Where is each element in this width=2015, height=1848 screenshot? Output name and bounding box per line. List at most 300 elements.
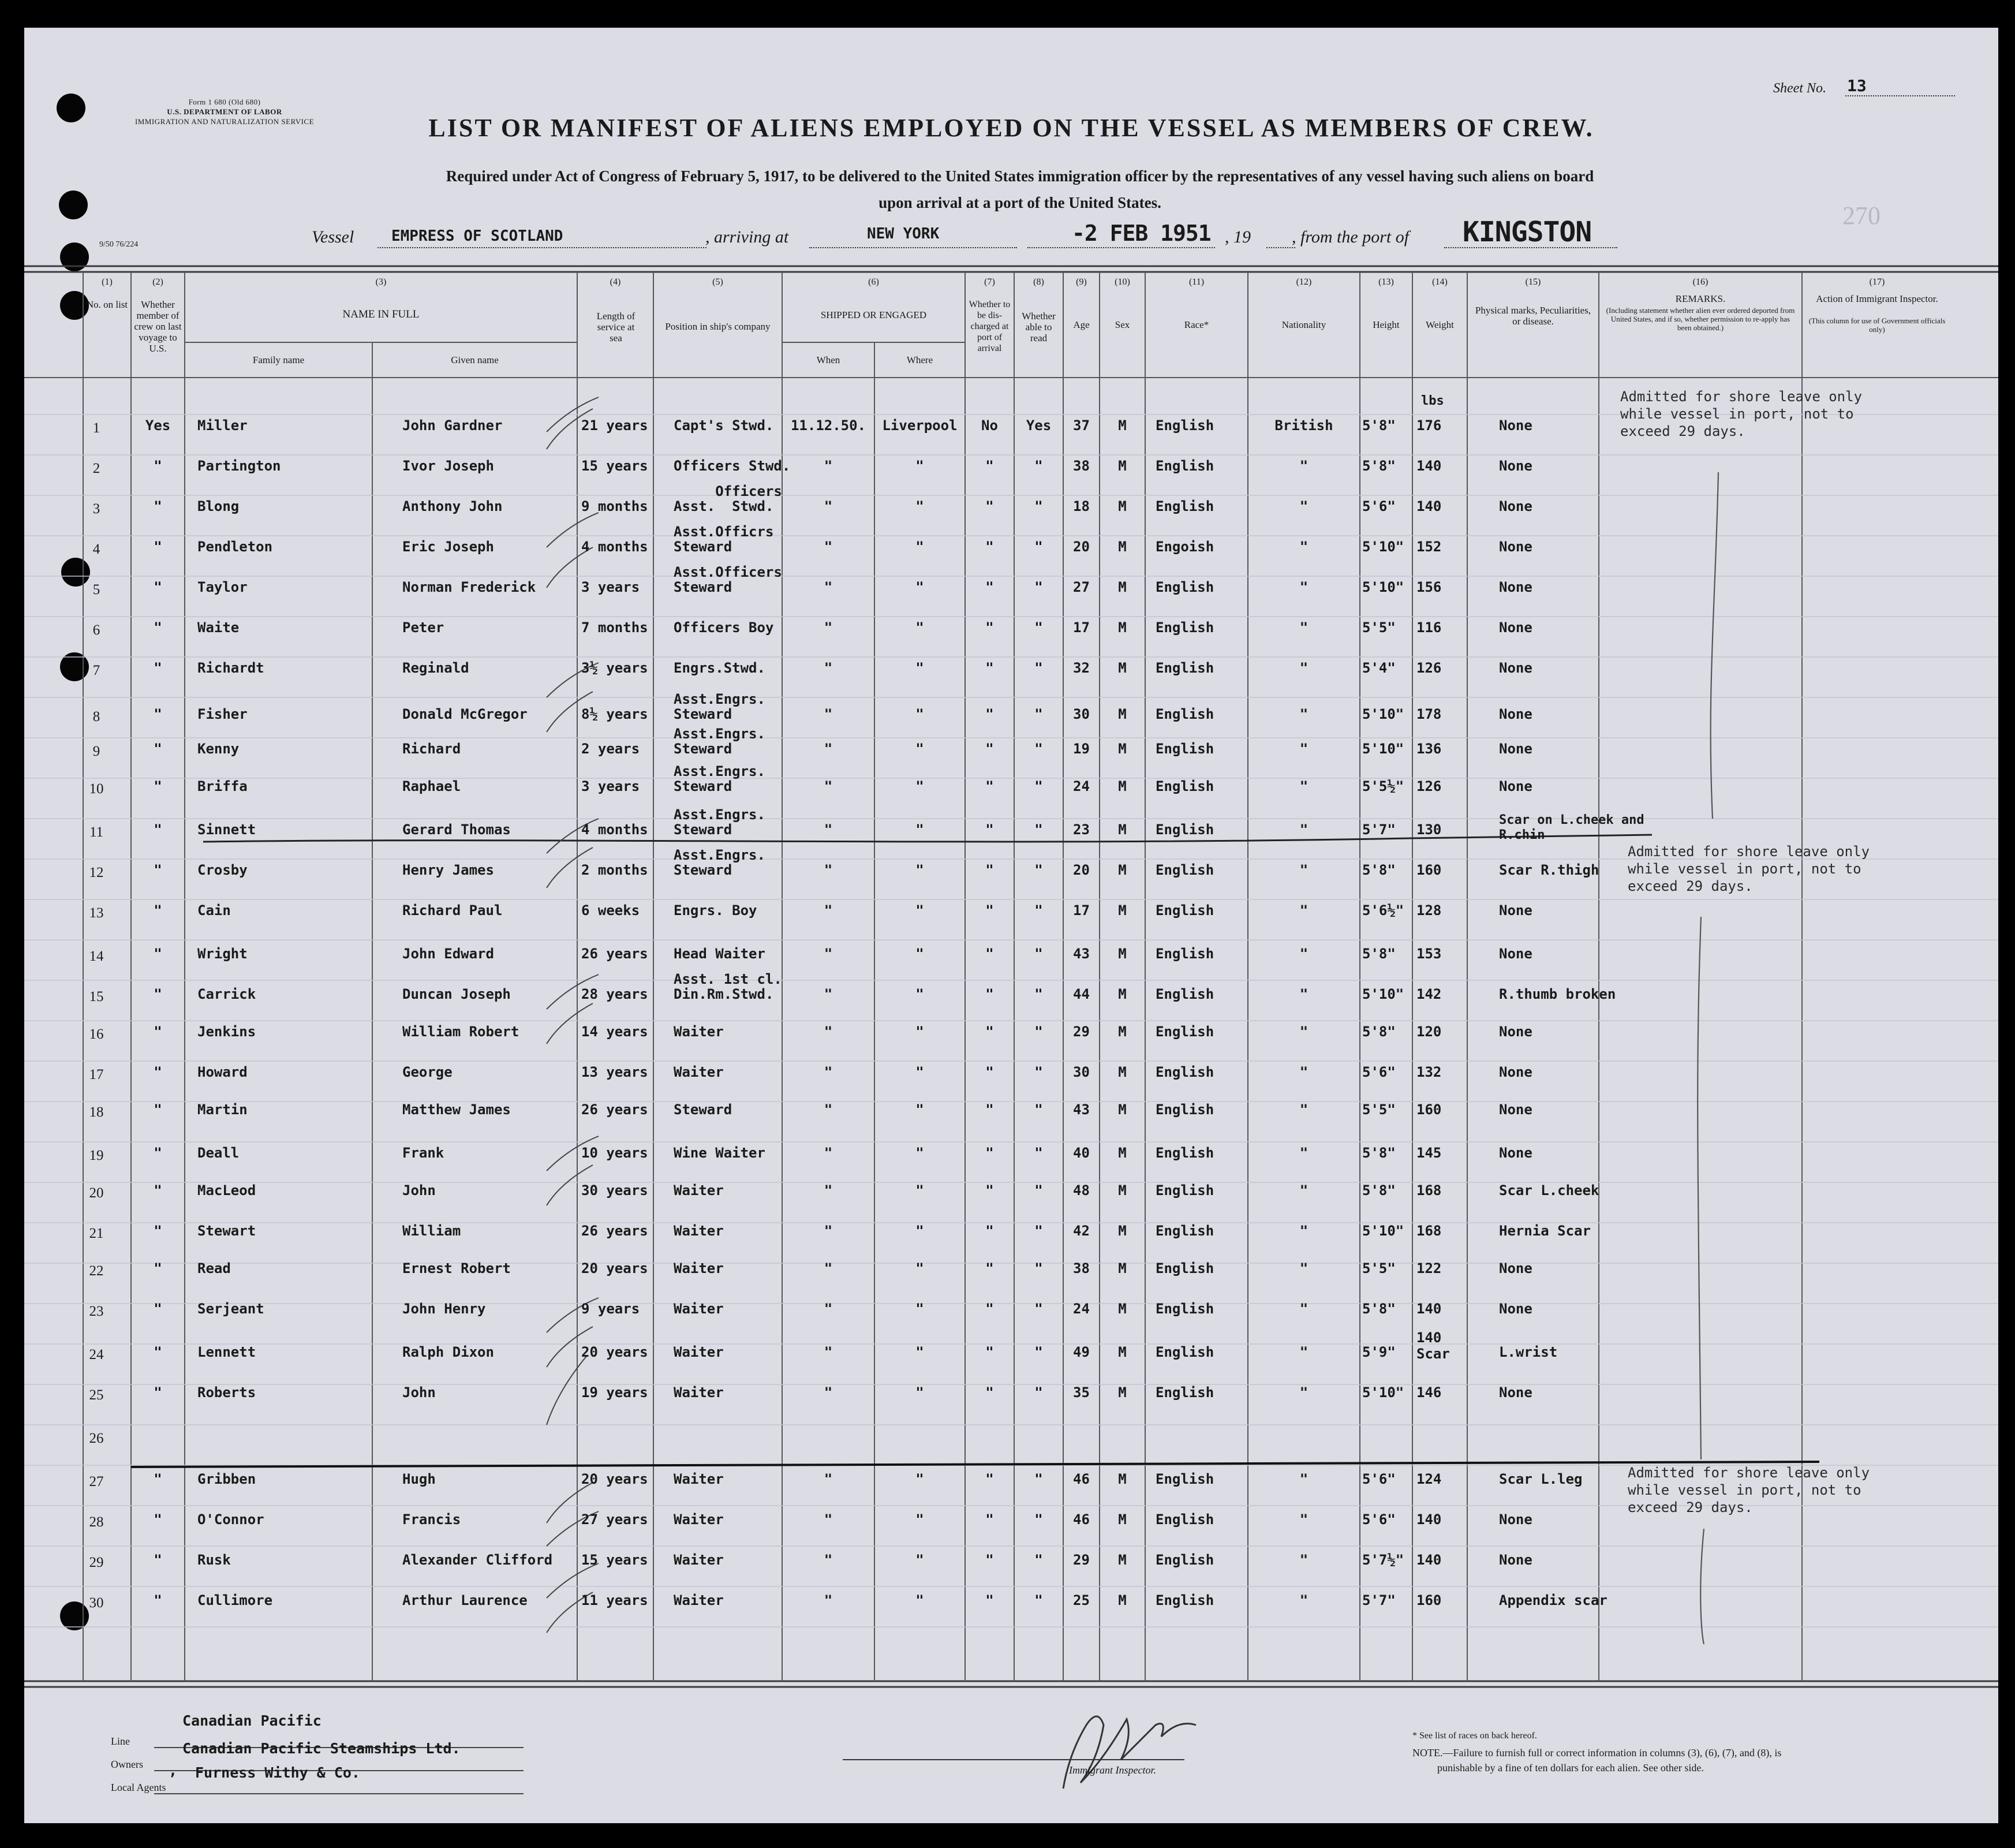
cell-race: English [1156, 417, 1214, 434]
cell-nat: " [1299, 1064, 1309, 1080]
cell-height: 5'8" [1362, 1024, 1396, 1040]
cell-age: 17 [1073, 619, 1090, 636]
line-label: Line [111, 1735, 130, 1747]
cell-position [674, 1593, 724, 1608]
position-line: Waiter [674, 1471, 724, 1487]
cell-height: 5'5½" [1362, 778, 1404, 794]
row-number: 13 [89, 905, 104, 921]
cell-age: 49 [1073, 1344, 1090, 1360]
cell-given: Duncan Joseph [402, 986, 511, 1002]
position-line: Steward [674, 778, 732, 794]
position-line: Steward [674, 862, 732, 878]
cell-marks: None [1499, 946, 1532, 962]
cell-weight: 152 [1416, 539, 1442, 555]
cell-age: 17 [1073, 902, 1090, 919]
cell-marks: None [1499, 660, 1532, 676]
row-number: 26 [89, 1431, 104, 1446]
col-num-11: (11) [1188, 277, 1205, 287]
cell-read: " [1034, 1102, 1043, 1118]
row-number: 4 [92, 542, 100, 557]
cell-sex: M [1118, 1260, 1127, 1276]
cell-last: " [154, 1223, 162, 1239]
cell-marks: Scar L.leg [1499, 1471, 1583, 1487]
header-nationality: Nationality [1281, 319, 1326, 330]
cell-sex: M [1118, 1064, 1127, 1080]
cell-service: 28 years [581, 986, 648, 1002]
cell-weight: 145 [1416, 1145, 1442, 1161]
cell-last: " [154, 902, 162, 919]
cell-last: " [154, 1182, 162, 1199]
cell-service: 20 years [581, 1260, 648, 1276]
cell-disch: " [985, 1145, 994, 1161]
cell-marks: None [1499, 706, 1532, 722]
cell-nat: " [1299, 1511, 1309, 1528]
cell-sex: M [1118, 1552, 1127, 1568]
cell-weight: 136 [1416, 741, 1442, 757]
cell-height: 5'8" [1362, 862, 1396, 878]
cell-position [674, 1065, 724, 1080]
position-line: Waiter [674, 1223, 724, 1239]
cell-height: 5'5" [1362, 619, 1396, 636]
cell-nat: " [1299, 660, 1309, 676]
cell-where: " [915, 1511, 924, 1528]
cell-when: " [824, 946, 833, 962]
form-number: Form 1 680 (Old 680) [188, 98, 261, 106]
cell-service: 15 years [581, 458, 648, 474]
cell-age: 43 [1073, 1102, 1090, 1118]
cell-sex: M [1118, 706, 1127, 722]
cell-position [674, 660, 765, 675]
cell-sex: M [1118, 1301, 1127, 1317]
cell-when: " [824, 778, 833, 794]
cell-race: English [1156, 1102, 1214, 1118]
cell-height: 5'6" [1362, 1471, 1396, 1487]
row-number: 8 [92, 709, 100, 725]
cell-nat: " [1299, 498, 1309, 514]
cell-age: 48 [1073, 1182, 1090, 1199]
cell-sex: M [1118, 1592, 1127, 1608]
cell-where: " [915, 579, 924, 595]
cell-sex: M [1118, 579, 1127, 595]
cell-height: 5'10" [1362, 986, 1404, 1002]
cell-when: 11.12.50. [790, 417, 866, 434]
cell-given: William [402, 1223, 461, 1239]
cell-last: " [154, 741, 162, 757]
cell-weight: 160 [1416, 862, 1442, 878]
cell-family: Howard [197, 1064, 248, 1080]
cell-where: " [915, 1223, 924, 1239]
cell-marks: Scar on L.cheek and R.chin [1499, 813, 1644, 842]
remark-line: exceed 29 days. [1620, 423, 1745, 439]
cell-where: " [915, 1552, 924, 1568]
header-discharged: Whether to be dis-charged at port of arrival [969, 300, 1011, 353]
cell-disch: " [985, 706, 994, 722]
cell-read: " [1034, 1260, 1043, 1276]
agents-rule [154, 1793, 524, 1794]
cell-position [674, 565, 782, 595]
cell-read: " [1034, 1301, 1043, 1317]
cell-read: " [1034, 1223, 1043, 1239]
departure-port: KINGSTON [1463, 216, 1592, 248]
header-given-name: Given name [451, 354, 499, 365]
cell-when: " [824, 1471, 833, 1487]
cell-read: " [1034, 741, 1043, 757]
cell-last: " [154, 498, 162, 514]
row-number: 19 [89, 1148, 104, 1163]
cell-weight: 140 Scar [1416, 1330, 1450, 1362]
cell-when: " [824, 1145, 833, 1161]
cell-when: " [824, 619, 833, 636]
cell-family: MacLeod [197, 1182, 256, 1199]
cell-nat: " [1299, 619, 1309, 636]
cell-sex: M [1118, 1223, 1127, 1239]
cell-sex: M [1118, 986, 1127, 1002]
cell-last: " [154, 1471, 162, 1487]
cell-last: " [154, 986, 162, 1002]
cell-where: " [915, 1064, 924, 1080]
cell-given: Hugh [402, 1471, 436, 1487]
cell-weight: 124 [1416, 1471, 1442, 1487]
cell-when: " [824, 539, 833, 555]
cell-nat: " [1299, 1223, 1309, 1239]
cell-disch: " [985, 579, 994, 595]
cell-marks: L.wrist [1499, 1344, 1558, 1360]
cell-where: " [915, 1145, 924, 1161]
cell-service: 20 years [581, 1471, 648, 1487]
cell-when: " [824, 660, 833, 676]
cell-family: Jenkins [197, 1024, 256, 1040]
row-number: 16 [89, 1026, 104, 1042]
cell-when: " [824, 1024, 833, 1040]
cell-position [674, 524, 773, 554]
cell-last: " [154, 1552, 162, 1568]
arrival-port: NEW YORK [867, 225, 940, 242]
cell-given: John [402, 1182, 436, 1199]
col-num-1: (1) [102, 277, 113, 287]
cell-position [674, 1145, 765, 1160]
remark-line: while vessel in port, not to [1628, 861, 1861, 877]
cell-race: English [1156, 1552, 1214, 1568]
cell-race: Engoish [1156, 539, 1214, 555]
cell-where: " [915, 1471, 924, 1487]
cell-sex: M [1118, 902, 1127, 919]
position-line: Wine Waiter [674, 1145, 765, 1161]
cell-age: 35 [1073, 1384, 1090, 1401]
cell-race: English [1156, 1592, 1214, 1608]
cell-nat: " [1299, 946, 1309, 962]
arriving-label: , arriving at [705, 227, 789, 247]
cell-age: 46 [1073, 1471, 1090, 1487]
col-num-5: (5) [712, 277, 723, 287]
header-action: Action of Immigrant Inspector. [1816, 293, 1938, 304]
cell-given: Henry James [402, 862, 494, 878]
position-line: Steward [674, 706, 732, 722]
remark-line: Admitted for shore leave only [1628, 843, 1870, 860]
cell-weight: 130 [1416, 822, 1442, 838]
position-line: Waiter [674, 1024, 724, 1040]
cell-family: Deall [197, 1145, 240, 1161]
cell-age: 27 [1073, 579, 1090, 595]
position-line: Asst. 1st cl. [674, 971, 782, 987]
cell-weight: 116 [1416, 619, 1442, 636]
cell-given: Richard Paul [402, 902, 503, 919]
cell-when: " [824, 1592, 833, 1608]
cell-marks: None [1499, 1511, 1532, 1528]
cell-given: Ivor Joseph [402, 458, 494, 474]
cell-disch: " [985, 1592, 994, 1608]
cell-read: " [1034, 1182, 1043, 1199]
cell-disch: " [985, 1552, 994, 1568]
cell-height: 5'8" [1362, 1301, 1396, 1317]
cell-service: 11 years [581, 1592, 648, 1608]
cell-read: " [1034, 862, 1043, 878]
cell-service: 3 years [581, 579, 640, 595]
remark-line: Admitted for shore leave only [1620, 389, 1863, 405]
cell-weight: 153 [1416, 946, 1442, 962]
cell-read: " [1034, 778, 1043, 794]
cell-given: Richard [402, 741, 461, 757]
cell-marks: None [1499, 1024, 1532, 1040]
cell-family: Pendleton [197, 539, 273, 555]
cell-given: Reginald [402, 660, 469, 676]
cell-disch: " [985, 741, 994, 757]
cell-sex: M [1118, 1182, 1127, 1199]
cell-given: William Robert [402, 1024, 519, 1040]
cell-where: " [915, 946, 924, 962]
inspector-label: Immigrant Inspector. [1069, 1764, 1156, 1776]
header-shipped: SHIPPED OR ENGAGED [820, 309, 927, 320]
vessel-label: Vessel [312, 227, 354, 247]
cell-when: " [824, 1301, 833, 1317]
cell-age: 20 [1073, 539, 1090, 555]
cell-where: " [915, 706, 924, 722]
cell-family: Blong [197, 498, 240, 514]
cell-age: 23 [1073, 822, 1090, 838]
cell-last: " [154, 1301, 162, 1317]
row-number: 27 [89, 1474, 104, 1489]
position-line: Waiter [674, 1592, 724, 1608]
cell-family: Serjeant [197, 1301, 264, 1317]
cell-where: " [915, 862, 924, 878]
cell-last: " [154, 539, 162, 555]
remark-3 [1628, 1464, 1870, 1516]
cell-weight: 128 [1416, 902, 1442, 919]
cell-weight: 160 [1416, 1102, 1442, 1118]
position-line: Asst.Officrs [674, 524, 774, 540]
cell-marks: None [1499, 619, 1532, 636]
subtitle-line-1: Required under Act of Congress of February 5, 1917, to be delivered to the United States immigration officer by the representatives of any vessel having such aliens on board [446, 167, 1594, 185]
cell-sex: M [1118, 619, 1127, 636]
cell-weight: 146 [1416, 1384, 1442, 1401]
cell-nat: " [1299, 902, 1309, 919]
position-line: Steward [674, 1102, 732, 1118]
cell-family: Rusk [197, 1552, 231, 1568]
cell-sex: M [1118, 741, 1127, 757]
position-line: Steward [674, 741, 732, 757]
page-title: LIST OR MANIFEST OF ALIENS EMPLOYED ON THE VESSEL AS MEMBERS OF CREW. [428, 114, 1594, 142]
cell-last: " [154, 778, 162, 794]
penalty-note: NOTE.—Failure to furnish full or correct information in columns (3), (6), (7), and (8), is [1412, 1747, 1782, 1759]
cell-family: Taylor [197, 579, 248, 595]
cell-nat: " [1299, 1024, 1309, 1040]
remark-2 [1628, 843, 1870, 895]
cell-nat: " [1299, 706, 1309, 722]
cell-weight: 140 [1416, 458, 1442, 474]
cell-race: English [1156, 778, 1214, 794]
cell-height: 5'10" [1362, 1384, 1404, 1401]
cell-last: " [154, 862, 162, 878]
cell-family: Roberts [197, 1384, 256, 1401]
position-line: Engrs. Boy [674, 902, 757, 919]
cell-given: John Edward [402, 946, 494, 962]
header-no-on-list: No. on list [86, 299, 128, 310]
cell-when: " [824, 1102, 833, 1118]
cell-marks: None [1499, 1301, 1532, 1317]
cell-sex: M [1118, 458, 1127, 474]
position-line: Waiter [674, 1064, 724, 1080]
header-height: Height [1373, 319, 1400, 330]
cell-race: English [1156, 902, 1214, 919]
cell-where: " [915, 619, 924, 636]
cell-nat: " [1299, 822, 1309, 838]
cell-service: 7 months [581, 619, 648, 636]
row-number: 29 [89, 1555, 104, 1570]
cell-marks: None [1499, 778, 1532, 794]
cell-where: " [915, 1182, 924, 1199]
cell-sex: M [1118, 498, 1127, 514]
cell-nat: " [1299, 1145, 1309, 1161]
cell-position [674, 1512, 724, 1527]
cell-position [674, 903, 757, 918]
cell-family: Fisher [197, 706, 248, 722]
cell-service: 2 months [581, 862, 648, 878]
cell-sex: M [1118, 539, 1127, 555]
cell-nat: " [1299, 1471, 1309, 1487]
cell-disch: " [985, 539, 994, 555]
cell-marks: None [1499, 1260, 1532, 1276]
cell-position [674, 1261, 724, 1276]
sheet-number: 13 [1847, 76, 1867, 95]
cell-given: Frank [402, 1145, 444, 1161]
vessel-name: EMPRESS OF SCOTLAND [391, 227, 563, 245]
cell-read: " [1034, 458, 1043, 474]
cell-height: 5'5" [1362, 1102, 1396, 1118]
cell-age: 25 [1073, 1592, 1090, 1608]
header-physical: Physical marks, Peculiarities, or disease. [1475, 305, 1591, 327]
cell-race: English [1156, 862, 1214, 878]
row-number: 25 [89, 1387, 104, 1403]
cell-read: " [1034, 539, 1043, 555]
cell-disch: No [981, 417, 998, 434]
remark-1 [1620, 388, 1862, 440]
col-num-14: (14) [1432, 277, 1448, 287]
cell-position [674, 972, 782, 1002]
cell-age: 40 [1073, 1145, 1090, 1161]
cell-position [674, 1024, 724, 1039]
cell-last: " [154, 1344, 162, 1360]
remark-line: while vessel in port, not to [1620, 406, 1854, 422]
cell-weight: 126 [1416, 660, 1442, 676]
cell-when: " [824, 741, 833, 757]
cell-given: Matthew James [402, 1102, 511, 1118]
cell-read: " [1034, 1552, 1043, 1568]
cell-family: Miller [197, 417, 248, 434]
cell-read: " [1034, 1145, 1043, 1161]
cell-service: 6 weeks [581, 902, 640, 919]
shipping-line: Canadian Pacific [182, 1712, 321, 1729]
col-num-16: (16) [1692, 277, 1709, 287]
cell-race: English [1156, 1344, 1214, 1360]
cell-family: Gribben [197, 1471, 256, 1487]
cell-when: " [824, 1344, 833, 1360]
position-line: Officers Stwd. [674, 458, 791, 474]
cell-height: 5'5" [1362, 1260, 1396, 1276]
cell-service: 2 years [581, 741, 640, 757]
cell-height: 5'6" [1362, 1511, 1396, 1528]
row-number: 30 [89, 1595, 104, 1611]
cell-when: " [824, 1064, 833, 1080]
cell-service: 10 years [581, 1145, 648, 1161]
cell-sex: M [1118, 1145, 1127, 1161]
cell-read: " [1034, 498, 1043, 514]
cell-nat: " [1299, 741, 1309, 757]
cell-nat: " [1299, 1301, 1309, 1317]
cell-weight: 120 [1416, 1024, 1442, 1040]
cell-position [674, 726, 765, 756]
service-name: IMMIGRATION AND NATURALIZATION SERVICE [134, 117, 315, 126]
cell-last: " [154, 1511, 162, 1528]
row-number: 10 [89, 781, 104, 797]
cell-given: Arthur Laurence [402, 1592, 528, 1608]
cell-sex: M [1118, 1102, 1127, 1118]
cell-weight: 140 [1416, 498, 1442, 514]
cell-disch: " [985, 498, 994, 514]
cell-position [674, 1472, 724, 1487]
cell-family: O'Connor [197, 1511, 264, 1528]
position-line: Asst.Engrs. [674, 726, 765, 742]
cell-when: " [824, 902, 833, 919]
cell-position [674, 1183, 724, 1198]
cell-sex: M [1118, 660, 1127, 676]
cell-weight: 176 [1416, 417, 1442, 434]
cell-sex: M [1118, 1384, 1127, 1401]
row-number: 2 [92, 461, 100, 476]
cell-age: 38 [1073, 458, 1090, 474]
cell-disch: " [985, 458, 994, 474]
cell-disch: " [985, 862, 994, 878]
cell-service: 14 years [581, 1024, 648, 1040]
cell-disch: " [985, 986, 994, 1002]
position-line: Steward [674, 539, 732, 555]
cell-read: " [1034, 1384, 1043, 1401]
cell-where: " [915, 902, 924, 919]
cell-height: 5'10" [1362, 579, 1404, 595]
cell-disch: " [985, 1024, 994, 1040]
cell-last: " [154, 1024, 162, 1040]
cell-service: 15 years [581, 1552, 648, 1568]
position-line: Waiter [674, 1511, 724, 1528]
cell-service: 13 years [581, 1064, 648, 1080]
cell-read: " [1034, 579, 1043, 595]
row-number: 3 [92, 501, 100, 517]
cell-height: 5'6" [1362, 498, 1396, 514]
cell-nat: " [1299, 1102, 1309, 1118]
cell-age: 43 [1073, 946, 1090, 962]
cell-marks: Scar L.cheek [1499, 1182, 1599, 1199]
cell-when: " [824, 1260, 833, 1276]
cell-height: 5'7" [1362, 1592, 1396, 1608]
position-line: Waiter [674, 1301, 724, 1317]
